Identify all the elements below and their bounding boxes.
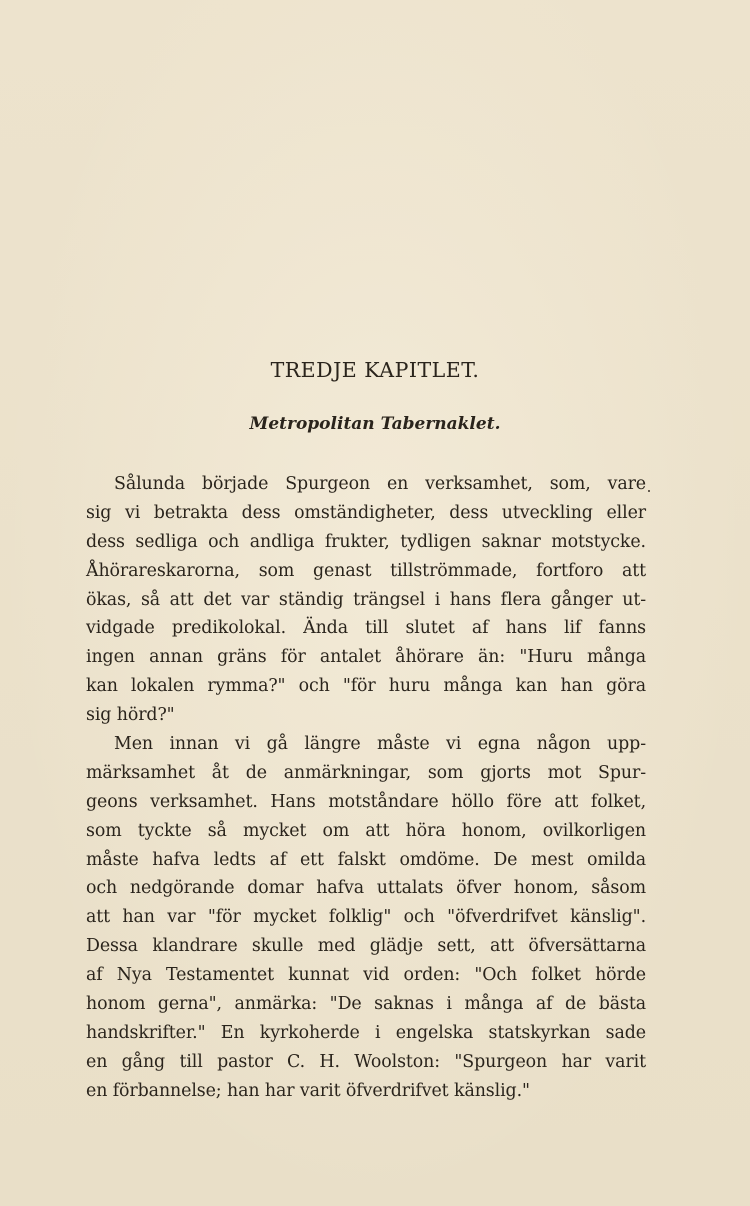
paragraph-2 (86, 730, 646, 1106)
text-line: Dessa klandrare skulle med glädje sett, att öfversättarna (86, 936, 646, 957)
text-line: att han var "för mycket folklig" och "öfverdrifvet känslig". (86, 907, 646, 928)
text-line: dess sedliga och andliga frukter, tydligen saknar motstycke. (86, 531, 646, 552)
text-line: Sålunda började Spurgeon en verksamhet, som, vare (114, 474, 646, 494)
body-text (86, 470, 646, 1106)
text-line: geons verksamhet. Hans motståndare höllo före att folket, (86, 791, 646, 812)
chapter-title: TREDJE KAPITLET. (270, 358, 480, 382)
text-line: måste hafva ledts af ett falskt omdöme. De mest omilda (86, 849, 646, 870)
text-line: kan lokalen rymma?" och "för huru många kan han göra (86, 676, 646, 697)
text-line: sig hörd?" (86, 705, 175, 726)
text-line: vidgade predikolokal. Ända till slutet af hans lif fanns (86, 618, 646, 639)
chapter-subtitle: Metropolitan Tabernaklet. (249, 414, 501, 434)
text-line: af Nya Testamentet kunnat vid orden: "Och folket hörde (86, 965, 646, 986)
text-line: en gång till pastor C. H. Woolston: "Spurgeon har varit (86, 1051, 646, 1072)
text-line: handskrifter." En kyrkoherde i engelska statskyrkan sade (86, 1022, 646, 1043)
text-line: Åhörareskarorna, som genast tillströmmade, fortforo att (86, 560, 646, 581)
text-line: som tyckte så mycket om att höra honom, ovilkorligen (86, 820, 646, 841)
text-line: märksamhet åt de anmärkningar, som gjorts mot Spur- (86, 762, 646, 783)
text-line: sig vi betrakta dess omständigheter, dess utveckling eller (86, 502, 646, 523)
text-line: ökas, så att det var ständig trängsel i hans flera gånger ut- (86, 589, 646, 610)
text-line: Men innan vi gå längre måste vi egna någon upp- (114, 734, 646, 755)
ink-speck (648, 490, 650, 492)
text-line: och nedgörande domar hafva uttalats öfver honom, såsom (86, 878, 646, 899)
text-line: en förbannelse; han har varit öfverdrifvet känslig." (86, 1080, 530, 1101)
paragraph-1 (86, 470, 646, 730)
text-line: honom gerna", anmärka: "De saknas i många af de bästa (86, 994, 646, 1015)
text-line: ingen annan gräns för antalet åhörare än: "Huru många (86, 647, 646, 668)
